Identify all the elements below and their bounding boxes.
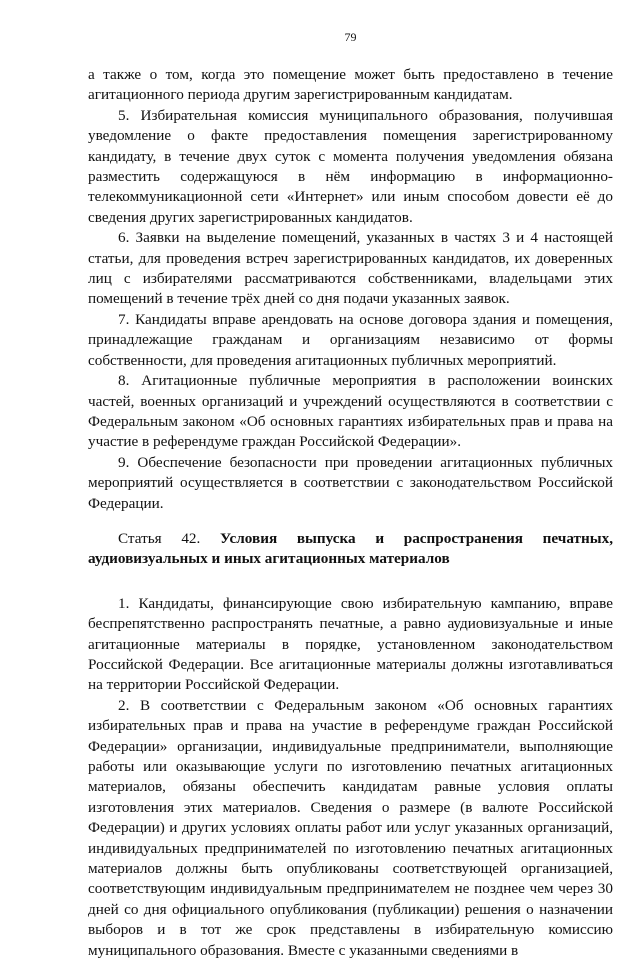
article-paragraph-2: 2. В соответствии с Федеральным законом «Об основных гарантиях избирательных прав и права на участие в референдуме граждан Российской Федерации» организации, индивидуальные предприниматели, выполняющие работы или оказывающие услуги по изготовлению печатных агитационных материалов, обязаны обеспечить кандидатам равные условия оплаты изготовления этих материалов. Сведения о размере (в валюте Российской Федерации) и других условиях оплаты работ или услуг указанных организаций, индивидуальных предпринимателей по изготовлению печатных агитационных материалов должны быть опубликованы соответствующей организацией, соответствующим индивидуальным предпринимателем не позднее чем через 30 дней со дня официального опубликования (публикации) решения о назначении выборов и в тот же срок представлены в избирательную комиссию муниципального образования. Вместе с указанными сведениями в: [88, 696, 613, 959]
article-paragraph-1: 1. Кандидаты, финансирующие свою избирательную кампанию, вправе беспрепятственно распространять печатные, а равно аудиовизуальные и иные агитационные материалы в порядке, установленном законодательством Российской Федерации. Все агитационные материалы должны изготавливаться на территории Российской Федерации.: [88, 594, 613, 694]
article-number: Статья 42.: [118, 529, 201, 547]
paragraph-8: 8. Агитационные публичные мероприятия в расположении воинских частей, военных организаций и учреждений осуществляются в соответствии с Федеральным законом «Об основных гарантиях избирательных прав и права на участие в референдуме граждан Российской Федерации».: [88, 372, 613, 451]
paragraph-9: 9. Обеспечение безопасности при проведении агитационных публичных мероприятий осуществляется в соответствии с законодательством Российской Федерации.: [88, 453, 613, 512]
page-number: 79: [344, 30, 357, 44]
text-after-article: [88, 594, 613, 961]
document-page: [88, 30, 613, 961]
text-before-article: [88, 65, 613, 514]
paragraph-continuation: а также о том, когда это помещение может быть предоставлено в течение агитационного периода другим зарегистрированным кандидатам.: [88, 66, 613, 104]
article-title: Условия выпуска и распространения печатных, аудиовизуальных и иных агитационных материалов: [88, 529, 613, 568]
paragraph-6: 6. Заявки на выделение помещений, указанных в частях 3 и 4 настоящей статьи, для проведения встреч зарегистрированных кандидатов, их доверенных лиц с избирателями рассматриваются собственниками, владельцами этих помещений в течение трёх дней со дня подачи указанных заявок.: [88, 229, 613, 308]
paragraph-7: 7. Кандидаты вправе арендовать на основе договора здания и помещения, принадлежащие гражданам и организациям независимо от формы собственности, для проведения агитационных публичных мероприятий.: [88, 310, 613, 369]
article-heading: [88, 529, 613, 570]
paragraph-5: 5. Избирательная комиссия муниципального образования, получившая уведомление о факте предоставления помещения зарегистрированному кандидату, в течение двух суток с момента получения уведомления обязана разместить содержащуюся в нём информацию в информационно-телекоммуникационной сети «Интернет» или иным способом довести её до сведения других зарегистрированных кандидатов.: [88, 106, 613, 226]
